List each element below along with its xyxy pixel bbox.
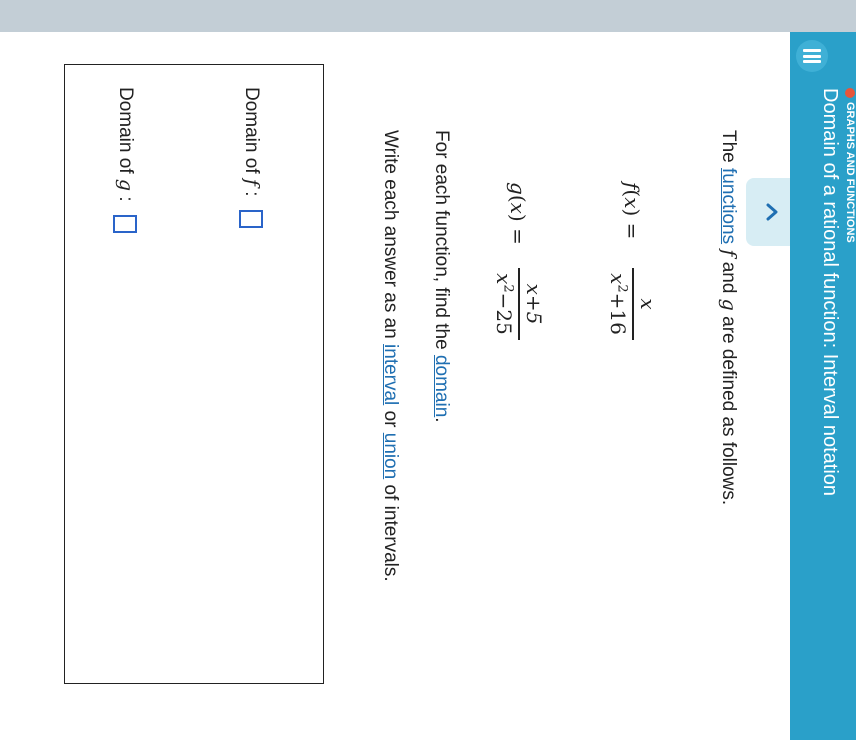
- domain-f-input[interactable]: [239, 210, 263, 228]
- union-link[interactable]: union: [380, 432, 401, 480]
- page-title: Domain of a rational function: Interval notation: [819, 88, 841, 497]
- domain-g-prefix: Domain of: [114, 87, 136, 174]
- category-label: [844, 88, 856, 243]
- instr2-suffix: of intervals.: [380, 484, 401, 582]
- f-fraction-bar: [633, 268, 635, 340]
- domain-link[interactable]: domain: [431, 354, 452, 418]
- domain-g-colon: :: [114, 196, 136, 202]
- f-lhs: f(x) =: [620, 182, 644, 240]
- menu-icon[interactable]: [796, 40, 828, 72]
- instruction-line-2: [379, 130, 401, 582]
- g-fraction: [493, 268, 547, 340]
- instruction-line-1: [430, 130, 452, 423]
- g-denominator: $x^2-25$: [492, 273, 517, 335]
- f-fraction: [607, 268, 661, 340]
- instr2-prefix: Write each answer as an: [380, 130, 401, 339]
- status-dot-icon: [845, 88, 855, 98]
- functions-link[interactable]: functions: [718, 168, 739, 245]
- page-canvas: [0, 32, 856, 740]
- instr2-or: or: [380, 410, 401, 428]
- domain-g-row: [113, 87, 137, 233]
- browser-top-bar: [0, 0, 856, 32]
- intro-prefix: The: [718, 130, 739, 163]
- instr1-suffix: .: [431, 417, 452, 423]
- intro-line: [717, 130, 740, 505]
- domain-f-name: f: [240, 178, 263, 186]
- header: [790, 32, 856, 740]
- domain-f-row: [239, 87, 263, 228]
- category-text: GRAPHS AND FUNCTIONS: [844, 102, 856, 243]
- intro-g: g: [718, 298, 740, 311]
- g-fraction-bar: [519, 268, 521, 340]
- f-numerator: x: [636, 298, 660, 310]
- g-numerator: x+5: [522, 283, 546, 325]
- domain-g-name: g: [114, 178, 137, 192]
- intro-and: and: [718, 261, 739, 294]
- collapse-tab[interactable]: [746, 178, 790, 246]
- instr1-prefix: For each function, find the: [431, 130, 452, 350]
- interval-link[interactable]: interval: [380, 344, 401, 406]
- intro-suffix: are defined as follows.: [718, 316, 739, 506]
- rotated-viewport: [0, 32, 856, 740]
- domain-f-colon: :: [240, 191, 262, 197]
- chevron-up-icon: [762, 202, 782, 222]
- intro-f: f: [718, 249, 740, 257]
- answer-box: [64, 64, 324, 684]
- f-denominator: $x^2+16$: [606, 273, 631, 335]
- g-lhs: g(x) =: [506, 182, 530, 245]
- domain-g-input[interactable]: [113, 215, 137, 233]
- domain-f-prefix: Domain of: [240, 87, 262, 174]
